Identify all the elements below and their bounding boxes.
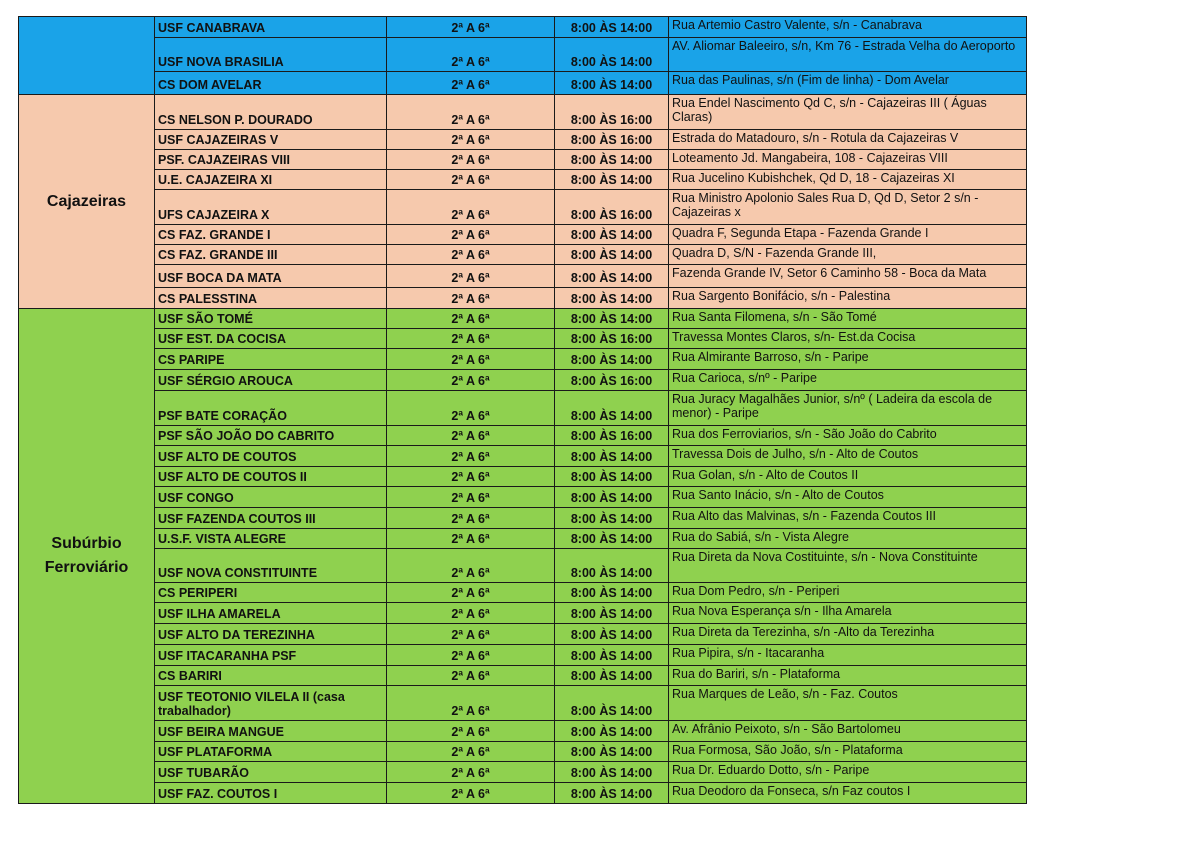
working-days: 2ª A 6ª	[387, 265, 555, 288]
unit-name: USF CONGO	[155, 487, 387, 508]
unit-name: CS NELSON P. DOURADO	[155, 95, 387, 130]
address: Rua Alto das Malvinas, s/n - Fazenda Coutos III	[669, 508, 1027, 529]
working-days: 2ª A 6ª	[387, 721, 555, 742]
address: Travessa Dois de Julho, s/n - Alto de Coutos	[669, 446, 1027, 467]
table-row	[19, 583, 1027, 603]
opening-hours: 8:00 ÀS 14:00	[555, 245, 669, 265]
unit-name: USF ILHA AMARELA	[155, 603, 387, 624]
table-row	[19, 508, 1027, 529]
unit-name: U.S.F. VISTA ALEGRE	[155, 529, 387, 549]
address: Estrada do Matadouro, s/n - Rotula da Cajazeiras V	[669, 130, 1027, 150]
table-row	[19, 446, 1027, 467]
working-days: 2ª A 6ª	[387, 170, 555, 190]
unit-name: USF NOVA BRASILIA	[155, 38, 387, 72]
address: Rua do Bariri, s/n - Plataforma	[669, 666, 1027, 686]
unit-name: PSF. CAJAZEIRAS VIII	[155, 150, 387, 170]
address: Rua Santa Filomena, s/n - São Tomé	[669, 309, 1027, 329]
opening-hours: 8:00 ÀS 16:00	[555, 426, 669, 446]
opening-hours: 8:00 ÀS 14:00	[555, 265, 669, 288]
working-days: 2ª A 6ª	[387, 370, 555, 391]
unit-name: PSF BATE CORAÇÃO	[155, 391, 387, 426]
opening-hours: 8:00 ÀS 14:00	[555, 783, 669, 804]
unit-name: USF TUBARÃO	[155, 762, 387, 783]
table-row	[19, 783, 1027, 804]
working-days: 2ª A 6ª	[387, 329, 555, 349]
table-row	[19, 624, 1027, 645]
address: Rua do Sabiá, s/n - Vista Alegre	[669, 529, 1027, 549]
table-row	[19, 549, 1027, 583]
table-row	[19, 190, 1027, 225]
working-days: 2ª A 6ª	[387, 38, 555, 72]
opening-hours: 8:00 ÀS 14:00	[555, 624, 669, 645]
table-row	[19, 309, 1027, 329]
unit-name: USF PLATAFORMA	[155, 742, 387, 762]
address: Rua Golan, s/n - Alto de Coutos II	[669, 467, 1027, 487]
opening-hours: 8:00 ÀS 14:00	[555, 467, 669, 487]
opening-hours: 8:00 ÀS 16:00	[555, 370, 669, 391]
unit-name: CS DOM AVELAR	[155, 72, 387, 95]
table-row	[19, 529, 1027, 549]
working-days: 2ª A 6ª	[387, 624, 555, 645]
opening-hours: 8:00 ÀS 14:00	[555, 170, 669, 190]
unit-name: PSF SÃO JOÃO DO CABRITO	[155, 426, 387, 446]
table-row	[19, 170, 1027, 190]
address: Rua Sargento Bonifácio, s/n - Palestina	[669, 288, 1027, 309]
opening-hours: 8:00 ÀS 14:00	[555, 686, 669, 721]
table-row	[19, 467, 1027, 487]
working-days: 2ª A 6ª	[387, 225, 555, 245]
address: Rua Santo Inácio, s/n - Alto de Coutos	[669, 487, 1027, 508]
opening-hours: 8:00 ÀS 14:00	[555, 508, 669, 529]
opening-hours: 8:00 ÀS 16:00	[555, 130, 669, 150]
working-days: 2ª A 6ª	[387, 529, 555, 549]
table-row	[19, 426, 1027, 446]
table-row	[19, 721, 1027, 742]
table-row	[19, 130, 1027, 150]
address: Rua Deodoro da Fonseca, s/n Faz coutos I	[669, 783, 1027, 804]
opening-hours: 8:00 ÀS 14:00	[555, 603, 669, 624]
table-row	[19, 487, 1027, 508]
table-row	[19, 150, 1027, 170]
unit-name: CS BARIRI	[155, 666, 387, 686]
region-suburbio-ferroviario	[19, 309, 155, 804]
region-label: Cajazeiras	[46, 192, 127, 210]
working-days: 2ª A 6ª	[387, 17, 555, 38]
region-cell-blank	[19, 17, 155, 95]
health-units-table	[18, 16, 1027, 804]
unit-name: USF FAZ. COUTOS I	[155, 783, 387, 804]
opening-hours: 8:00 ÀS 14:00	[555, 742, 669, 762]
address: Quadra F, Segunda Etapa - Fazenda Grande I	[669, 225, 1027, 245]
table-row	[19, 265, 1027, 288]
table-row	[19, 288, 1027, 309]
opening-hours: 8:00 ÀS 16:00	[555, 190, 669, 225]
table-row	[19, 72, 1027, 95]
working-days: 2ª A 6ª	[387, 666, 555, 686]
address: Loteamento Jd. Mangabeira, 108 - Cajazeiras VIII	[669, 150, 1027, 170]
address: Rua Dr. Eduardo Dotto, s/n - Paripe	[669, 762, 1027, 783]
opening-hours: 8:00 ÀS 14:00	[555, 17, 669, 38]
working-days: 2ª A 6ª	[387, 467, 555, 487]
opening-hours: 8:00 ÀS 14:00	[555, 309, 669, 329]
opening-hours: 8:00 ÀS 14:00	[555, 549, 669, 583]
table-row	[19, 762, 1027, 783]
unit-name: USF ALTO DE COUTOS	[155, 446, 387, 467]
address: Rua Nova Esperança s/n - Ilha Amarela	[669, 603, 1027, 624]
region-label-line2: Ferroviário	[44, 559, 129, 576]
opening-hours: 8:00 ÀS 14:00	[555, 645, 669, 666]
working-days: 2ª A 6ª	[387, 508, 555, 529]
opening-hours: 8:00 ÀS 16:00	[555, 329, 669, 349]
table-row	[19, 329, 1027, 349]
working-days: 2ª A 6ª	[387, 686, 555, 721]
table-row	[19, 17, 1027, 38]
unit-name: USF SÉRGIO AROUCA	[155, 370, 387, 391]
working-days: 2ª A 6ª	[387, 762, 555, 783]
working-days: 2ª A 6ª	[387, 391, 555, 426]
working-days: 2ª A 6ª	[387, 190, 555, 225]
table-row	[19, 245, 1027, 265]
address: Rua Endel Nascimento Qd C, s/n - Cajazeiras III ( Águas Claras)	[669, 95, 1027, 130]
unit-name: USF ITACARANHA PSF	[155, 645, 387, 666]
opening-hours: 8:00 ÀS 16:00	[555, 95, 669, 130]
unit-name: CS PARIPE	[155, 349, 387, 370]
working-days: 2ª A 6ª	[387, 583, 555, 603]
opening-hours: 8:00 ÀS 14:00	[555, 446, 669, 467]
unit-name: USF NOVA CONSTITUINTE	[155, 549, 387, 583]
table-row	[19, 603, 1027, 624]
address: Rua Dom Pedro, s/n - Periperi	[669, 583, 1027, 603]
unit-name: USF CAJAZEIRAS V	[155, 130, 387, 150]
opening-hours: 8:00 ÀS 14:00	[555, 583, 669, 603]
address: Rua Ministro Apolonio Sales Rua D, Qd D, Setor 2 s/n - Cajazeiras x	[669, 190, 1027, 225]
opening-hours: 8:00 ÀS 14:00	[555, 288, 669, 309]
address: Rua Carioca, s/nº - Paripe	[669, 370, 1027, 391]
working-days: 2ª A 6ª	[387, 783, 555, 804]
working-days: 2ª A 6ª	[387, 95, 555, 130]
opening-hours: 8:00 ÀS 14:00	[555, 349, 669, 370]
opening-hours: 8:00 ÀS 14:00	[555, 38, 669, 72]
unit-name: USF BOCA DA MATA	[155, 265, 387, 288]
unit-name: USF TEOTONIO VILELA II (casa trabalhador)	[155, 686, 387, 721]
opening-hours: 8:00 ÀS 14:00	[555, 721, 669, 742]
unit-name: CS FAZ. GRANDE III	[155, 245, 387, 265]
address: Quadra D, S/N - Fazenda Grande III,	[669, 245, 1027, 265]
address: Rua das Paulinas, s/n (Fim de linha) - Dom Avelar	[669, 72, 1027, 95]
unit-name: CS PALESSTINA	[155, 288, 387, 309]
table-row	[19, 666, 1027, 686]
unit-name: U.E. CAJAZEIRA XI	[155, 170, 387, 190]
unit-name: USF ALTO DE COUTOS II	[155, 467, 387, 487]
working-days: 2ª A 6ª	[387, 603, 555, 624]
address: Rua dos Ferroviarios, s/n - São João do Cabrito	[669, 426, 1027, 446]
unit-name: UFS CAJAZEIRA X	[155, 190, 387, 225]
address: AV. Aliomar Baleeiro, s/n, Km 76 - Estrada Velha do Aeroporto	[669, 38, 1027, 72]
working-days: 2ª A 6ª	[387, 487, 555, 508]
opening-hours: 8:00 ÀS 14:00	[555, 225, 669, 245]
table-row	[19, 349, 1027, 370]
table-row	[19, 742, 1027, 762]
working-days: 2ª A 6ª	[387, 309, 555, 329]
working-days: 2ª A 6ª	[387, 130, 555, 150]
table-row	[19, 370, 1027, 391]
working-days: 2ª A 6ª	[387, 446, 555, 467]
address: Rua Direta da Nova Costituinte, s/n - Nova Constituinte	[669, 549, 1027, 583]
address: Rua Almirante Barroso, s/n - Paripe	[669, 349, 1027, 370]
opening-hours: 8:00 ÀS 14:00	[555, 529, 669, 549]
opening-hours: 8:00 ÀS 14:00	[555, 666, 669, 686]
opening-hours: 8:00 ÀS 14:00	[555, 487, 669, 508]
unit-name: USF CANABRAVA	[155, 17, 387, 38]
region-label-line1: Subúrbio	[51, 535, 122, 552]
opening-hours: 8:00 ÀS 14:00	[555, 150, 669, 170]
unit-name: CS PERIPERI	[155, 583, 387, 603]
table-row	[19, 391, 1027, 426]
address: Rua Artemio Castro Valente, s/n - Canabrava	[669, 17, 1027, 38]
opening-hours: 8:00 ÀS 14:00	[555, 391, 669, 426]
unit-name: USF ALTO DA TEREZINHA	[155, 624, 387, 645]
address: Travessa Montes Claros, s/n- Est.da Cocisa	[669, 329, 1027, 349]
unit-name: USF FAZENDA COUTOS III	[155, 508, 387, 529]
unit-name: USF BEIRA MANGUE	[155, 721, 387, 742]
address: Av. Afrânio Peixoto, s/n - São Bartolomeu	[669, 721, 1027, 742]
address: Rua Direta da Terezinha, s/n -Alto da Terezinha	[669, 624, 1027, 645]
address: Rua Formosa, São João, s/n - Plataforma	[669, 742, 1027, 762]
working-days: 2ª A 6ª	[387, 72, 555, 95]
working-days: 2ª A 6ª	[387, 245, 555, 265]
working-days: 2ª A 6ª	[387, 150, 555, 170]
table-row	[19, 38, 1027, 72]
region-cajazeiras	[19, 95, 155, 309]
working-days: 2ª A 6ª	[387, 645, 555, 666]
working-days: 2ª A 6ª	[387, 742, 555, 762]
address: Rua Pipira, s/n - Itacaranha	[669, 645, 1027, 666]
working-days: 2ª A 6ª	[387, 288, 555, 309]
address: Rua Juracy Magalhães Junior, s/nº ( Ladeira da escola de menor) - Paripe	[669, 391, 1027, 426]
opening-hours: 8:00 ÀS 14:00	[555, 72, 669, 95]
address: Rua Marques de Leão, s/n - Faz. Coutos	[669, 686, 1027, 721]
working-days: 2ª A 6ª	[387, 549, 555, 583]
table-row	[19, 645, 1027, 666]
unit-name: CS FAZ. GRANDE I	[155, 225, 387, 245]
table-row	[19, 225, 1027, 245]
table-row	[19, 95, 1027, 130]
unit-name: USF EST. DA COCISA	[155, 329, 387, 349]
working-days: 2ª A 6ª	[387, 426, 555, 446]
opening-hours: 8:00 ÀS 14:00	[555, 762, 669, 783]
working-days: 2ª A 6ª	[387, 349, 555, 370]
unit-name: USF SÃO TOMÉ	[155, 309, 387, 329]
address: Rua Jucelino Kubishchek, Qd D, 18 - Cajazeiras XI	[669, 170, 1027, 190]
address: Fazenda Grande IV, Setor 6 Caminho 58 - Boca da Mata	[669, 265, 1027, 288]
table-row	[19, 686, 1027, 721]
